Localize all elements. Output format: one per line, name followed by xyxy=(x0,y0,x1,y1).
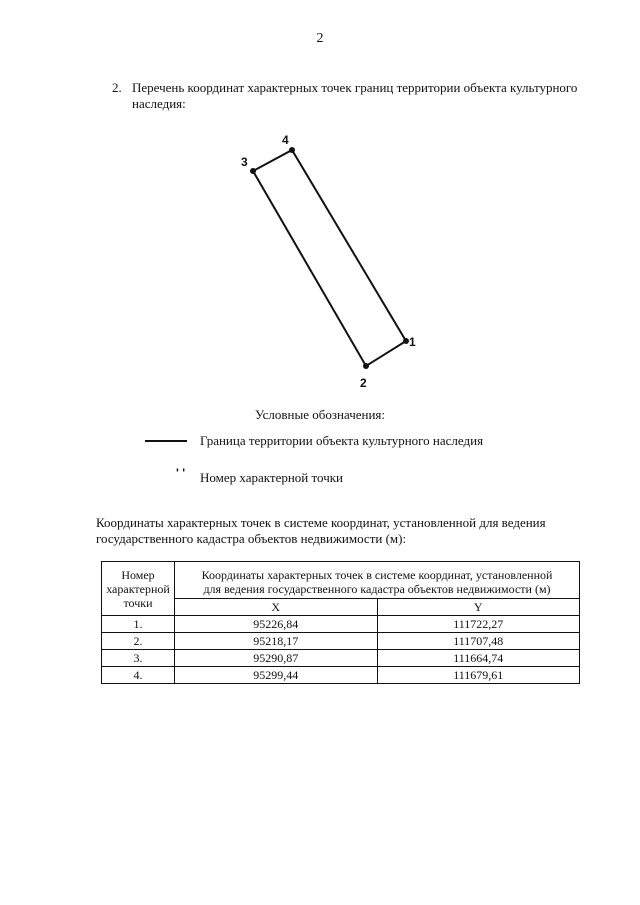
point-3-label: 3 xyxy=(241,155,248,169)
coordinates-intro xyxy=(96,515,576,547)
legend-boundary-label: Граница территории объекта культурного наследия xyxy=(200,433,484,448)
y-cell: 111722,27 xyxy=(377,616,580,633)
point-number-symbol: ' ' xyxy=(176,466,186,480)
section-heading-line-2: наследия: xyxy=(132,96,186,111)
y-cell: 111664,74 xyxy=(377,650,580,667)
point-4-marker xyxy=(289,147,295,153)
x-cell: 95290,87 xyxy=(175,650,378,667)
coordinates-table xyxy=(101,561,580,684)
point-number-header-line-1: Номер xyxy=(121,567,155,582)
coordinates-intro-line-2: государственного кадастра объектов недвижимости (м): xyxy=(96,531,407,546)
table-header-row xyxy=(102,562,580,599)
y-header: Y xyxy=(377,599,580,616)
table-row xyxy=(102,616,580,633)
point-number-cell: 1. xyxy=(102,616,175,633)
x-header: X xyxy=(175,599,378,616)
section-number: 2. xyxy=(112,80,122,95)
legend-title: Условные обозначения: xyxy=(254,407,386,422)
coordinates-header-line-1: Координаты характерных точек в системе координат, установленной xyxy=(201,568,553,582)
y-cell: 111707,48 xyxy=(377,633,580,650)
table-row xyxy=(102,667,580,684)
section-heading-line-1: Перечень координат характерных точек границ территории объекта культурного xyxy=(132,80,578,95)
coordinates-header-line-2: для ведения государственного кадастра объектов недвижимости (м) xyxy=(203,582,551,596)
table-row xyxy=(102,633,580,650)
x-cell: 95218,17 xyxy=(175,633,378,650)
y-cell: 111679,61 xyxy=(377,667,580,684)
point-number-header-line-3: точки xyxy=(123,595,153,610)
point-2-label: 2 xyxy=(360,376,367,390)
point-number-header xyxy=(102,562,175,616)
legend-point-label: Номер характерной точки xyxy=(200,470,343,485)
page-number: 2 xyxy=(316,31,324,46)
boundary-line-symbol xyxy=(145,440,187,442)
point-2-marker xyxy=(363,363,369,369)
coordinates-intro-line-1: Координаты характерных точек в системе координат, установленной для ведения xyxy=(96,515,546,530)
table-row xyxy=(102,650,580,667)
coordinates-header xyxy=(175,562,580,599)
point-3-marker xyxy=(250,168,256,174)
point-1-label: 1 xyxy=(409,335,416,349)
point-4-label: 4 xyxy=(282,133,289,147)
territory-boundary xyxy=(253,150,406,366)
x-cell: 95226,84 xyxy=(175,616,378,633)
point-number-header-line-2: характерной xyxy=(106,581,170,596)
x-cell: 95299,44 xyxy=(175,667,378,684)
point-number-cell: 2. xyxy=(102,633,175,650)
point-number-cell: 3. xyxy=(102,650,175,667)
point-number-cell: 4. xyxy=(102,667,175,684)
